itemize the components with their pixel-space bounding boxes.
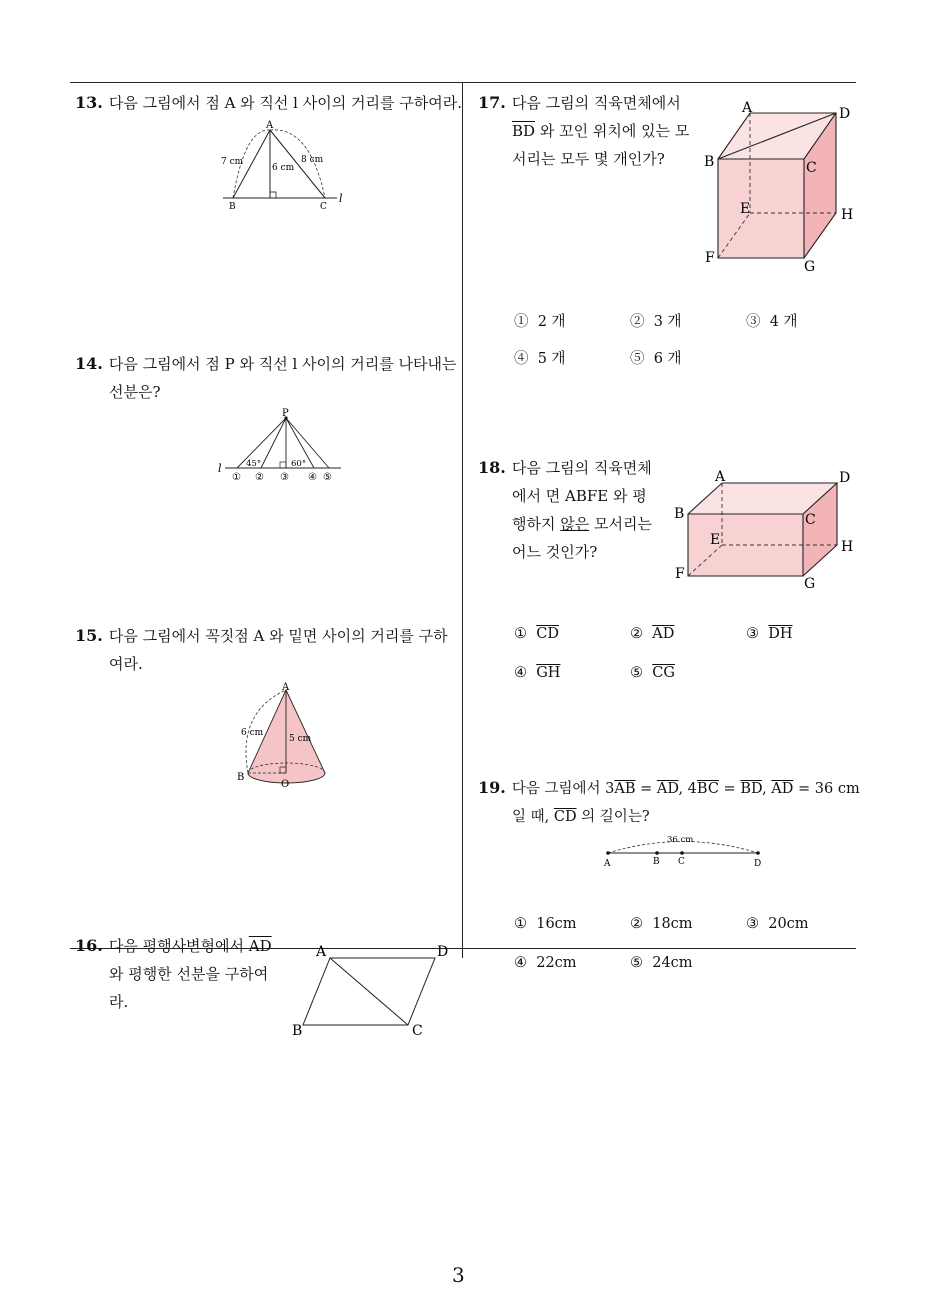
text: = 36 cm [793,781,860,797]
segment-BD: $\overline{BD}$ [740,781,763,797]
q17-choice-1[interactable] [514,310,566,331]
question-number: 15. [75,626,103,645]
mark-3: ③ [280,472,289,483]
choice-segment: $\overline{CD}$ [536,626,559,642]
label-C: C [412,1023,423,1039]
question-number: 17. [478,93,506,112]
question-16 [75,932,272,1016]
label-6cm: 6 cm [272,163,295,173]
question-text-line3: 라. [109,993,129,1011]
mark-5: ⑤ [323,472,332,483]
q18-choice-2[interactable] [630,626,674,642]
top-rule [70,82,856,83]
label-E: E [710,532,721,548]
choice-text: 2 개 [537,314,566,330]
choice-text: 24cm [652,955,693,971]
segment-AB: $\overline{AB}$ [614,781,636,797]
page-number: 3 [452,1263,465,1287]
text: 의 길이는? [576,809,650,825]
segment-AD: $\overline{AD}$ [771,781,794,797]
label-A: A [316,944,327,960]
question-text-line2: 에서 면 ABFE 와 평 [512,487,647,505]
q18-choice-5[interactable] [630,665,675,681]
question-text-line4: 어느 것인가? [512,543,598,561]
segment-BD: $\overline{BD}$ [512,122,536,140]
label-60deg: 60° [291,459,307,469]
question-text-line2: 와 평행한 선분을 구하여 [109,965,269,983]
choice-text: 22cm [536,955,577,971]
question-number: 14. [75,354,103,373]
q19-choice-3[interactable] [746,916,809,932]
q17-cuboid-figure [700,100,860,275]
choice-mark: ② [630,916,643,932]
q14-perpendicular-figure [215,408,345,486]
mark-2: ② [255,472,264,483]
question-text-line1: 다음 평행사변형에서 [108,937,249,955]
choice-text: 20cm [768,916,809,932]
segment-AD: $\overline{AD}$ [248,937,272,955]
label-G: G [804,576,816,592]
choice-mark: ⑤ [630,665,643,681]
choice-mark: ③ [746,916,759,932]
label-D: D [754,859,762,869]
q13-triangle-figure [215,120,350,212]
label-A: A [715,469,726,485]
choice-text: 5 개 [537,351,566,367]
question-text-line1: 다음 그림의 직육면체에서 [511,94,681,112]
q17-choice-3[interactable] [746,310,798,331]
label-D: D [839,470,851,486]
question-number: 13. [75,93,103,112]
label-B: B [237,772,245,783]
label-B: B [704,154,715,170]
label-H: H [841,207,854,223]
choice-mark: ③ [746,626,759,642]
choice-mark: ⑤ [630,351,645,367]
label-O: O [281,779,290,790]
choice-segment: $\overline{GH}$ [536,665,561,681]
question-17 [478,89,689,173]
label-A: A [742,100,753,116]
q18-choice-4[interactable] [514,665,560,681]
question-number: 19. [478,778,506,797]
choice-mark: ① [514,916,527,932]
label-l: l [339,192,343,205]
q19-choice-1[interactable] [514,916,577,932]
choice-mark: ③ [746,314,761,330]
label-5cm: 5 cm [289,734,312,744]
label-A: A [604,859,611,869]
choice-mark: ⑤ [630,955,643,971]
choice-mark: ④ [514,665,527,681]
choice-segment: $\overline{AD}$ [652,626,675,642]
text: 일 때, [512,809,554,825]
label-B: B [292,1023,303,1039]
q19-choice-4[interactable] [514,955,577,971]
label-D: D [437,944,449,960]
column-divider [462,83,463,958]
q17-choice-5[interactable] [630,347,682,368]
label-45deg: 45° [246,459,262,469]
segment-BC: $\overline{BC}$ [696,781,719,797]
question-text-line2: 와 꼬인 위치에 있는 모 [535,122,690,140]
segment-AD: $\overline{AD}$ [656,781,679,797]
question-text-line1: 다음 그림에서 점 P 와 직선 l 사이의 거리를 나타내는 [108,355,457,373]
text: = [718,781,741,797]
text: 다음 그림에서 3 [511,781,615,797]
choice-mark: ① [514,314,529,330]
label-A: A [282,682,290,693]
label-G: G [804,259,816,275]
question-text-line2: 선분은? [109,383,161,401]
question-number: 16. [75,936,103,955]
question-13 [75,89,462,117]
text: , 4 [678,781,697,797]
label-P: P [282,408,289,419]
label-C: C [678,857,685,867]
question-text-line3: 서리는 모두 몇 개인가? [512,150,665,168]
text: , [762,781,772,797]
choice-segment: $\overline{DH}$ [768,626,793,642]
choice-text: 16cm [536,916,577,932]
choice-text: 18cm [652,916,693,932]
mark-1: ① [232,472,241,483]
label-l: l [218,462,222,475]
question-text-line1: 다음 그림의 직육면체 [511,459,652,477]
question-text-line3a: 행하지 [512,515,561,533]
q19-choice-5[interactable] [630,955,693,971]
question-number: 18. [478,458,506,477]
question-text-line1: 다음 그림에서 꼭짓점 A 와 밑면 사이의 거리를 구하 [108,627,448,645]
choice-mark: ④ [514,351,529,367]
choice-mark: ① [514,626,527,642]
label-36cm: 36 cm [667,835,694,845]
q17-choice-2[interactable] [630,310,682,331]
label-H: H [841,539,854,555]
choice-mark: ② [630,626,643,642]
label-B: B [674,506,685,522]
underlined-word: 않은 [560,515,590,533]
label-8cm: 8 cm [301,155,324,165]
text: = [635,781,657,797]
question-15 [75,622,448,678]
label-F: F [675,566,685,582]
label-C: C [806,160,817,176]
label-E: E [740,201,751,217]
question-18 [478,454,652,566]
label-7cm: 7 cm [221,157,244,167]
label-A: A [266,120,274,131]
q18-choice-1[interactable] [514,626,559,642]
question-14 [75,350,456,406]
q15-cone-figure [233,682,333,794]
question-19 [478,774,860,831]
label-B: B [653,857,660,867]
label-F: F [705,250,715,266]
label-C: C [805,512,816,528]
q17-choice-4[interactable] [514,347,566,368]
question-text-line2: 여라. [109,655,143,673]
q16-parallelogram-figure [288,938,458,1039]
mark-4: ④ [308,472,317,483]
choice-text: 3 개 [653,314,682,330]
choice-mark: ② [630,314,645,330]
choice-mark: ④ [514,955,527,971]
choice-text: 4 개 [769,314,798,330]
question-text-line3b: 모서리는 [589,515,652,533]
label-C: C [320,202,327,212]
q18-choice-3[interactable] [746,626,793,642]
choice-segment: $\overline{CG}$ [652,665,675,681]
q18-cuboid-figure [670,466,860,592]
question-text: 다음 그림에서 점 A 와 직선 l 사이의 거리를 구하여라. [108,94,462,112]
q19-segment-figure [598,832,768,872]
label-D: D [839,106,851,122]
label-6cm: 6 cm [241,728,264,738]
choice-text: 6 개 [653,351,682,367]
segment-CD: $\overline{CD}$ [553,809,577,825]
label-B: B [229,202,236,212]
q19-choice-2[interactable] [630,916,693,932]
